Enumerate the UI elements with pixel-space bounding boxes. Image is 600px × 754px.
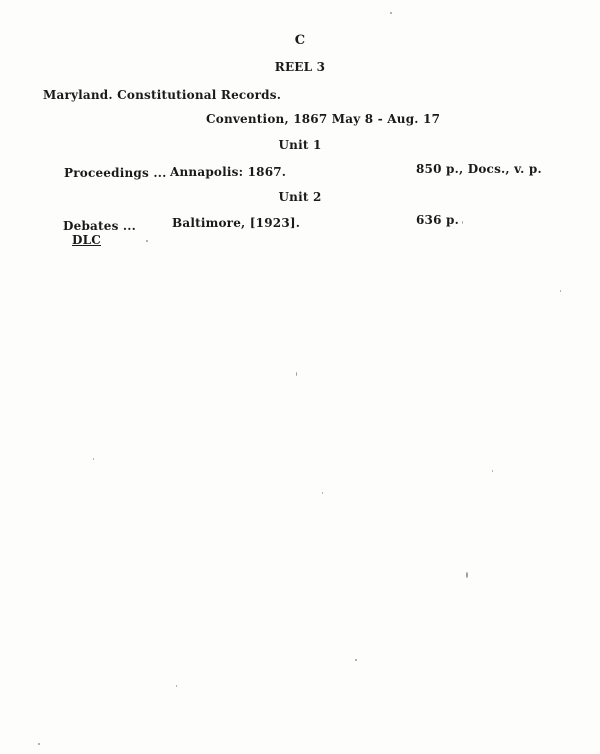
scan-speck: [492, 470, 493, 472]
holding-library: DLC: [72, 233, 101, 247]
record-title: Maryland. Constitutional Records.: [43, 88, 282, 102]
entry-2-extent: 636 p.: [416, 213, 459, 227]
scan-speck: [38, 743, 40, 745]
unit-2-label: Unit 2: [278, 190, 322, 204]
scan-speck: [93, 458, 94, 460]
scan-speck: [462, 221, 463, 224]
unit-1-label: Unit 1: [278, 138, 322, 152]
entry-2-title: Debates ...: [63, 219, 137, 233]
entry-1-extent: 850 p., Docs., v. p.: [416, 162, 542, 176]
scan-speck: [466, 572, 468, 578]
scan-speck: [146, 240, 148, 242]
reel-label: REEL 3: [274, 60, 326, 74]
scan-speck: [560, 290, 561, 292]
scan-speck: [322, 492, 323, 494]
entry-1-place: Annapolis: 1867.: [170, 165, 287, 179]
entry-1-title: Proceedings ...: [64, 166, 167, 180]
scan-speck: [296, 372, 297, 376]
entry-2-place: Baltimore, [1923].: [172, 216, 301, 230]
convention-dates: Convention, 1867 May 8 - Aug. 17: [206, 112, 441, 126]
scan-speck: [390, 12, 392, 14]
scan-speck: [355, 659, 357, 661]
scan-speck: [176, 685, 177, 687]
section-letter: C: [294, 33, 306, 48]
